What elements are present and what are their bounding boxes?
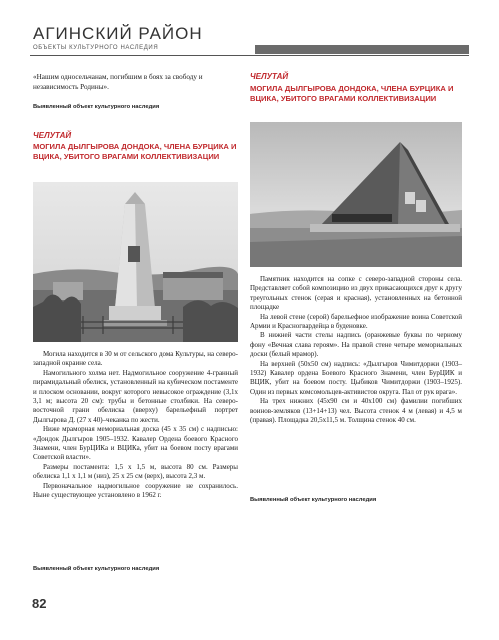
page-number: 82	[32, 596, 47, 611]
paragraph: Памятник находится на сопке с северо-западной стороны села. Представляет собой композицию из двух прикасающихся друг к другу треугольных стенок (серая и красная), установленных на бетонной площадке	[250, 275, 462, 312]
district-title: АГИНСКИЙ РАЙОН	[33, 24, 203, 43]
paragraph: Намогильного холма нет. Надмогильное сооружение 4-гранный пирамидальный обелиск, установленный на кубическом постаменте и плоском основании, вокруг которого невысокое ограждение (3,1х 3,1 м; высота 20 см): трубы и бетонные столбики. На северо-восточной грани обелиска (вверху) барельефный портрет Дылгырова Д. (27 х 40)–чеканка по жести.	[33, 368, 238, 424]
paragraph: Могила находится в 30 м от сельского дома Культуры, на северо-западной окраине села.	[33, 350, 238, 368]
object-heading-right: МОГИЛА ДЫЛГЫРОВА ДОНДОКА, ЧЛЕНА БУРЦИКА И ВЦИКА, УБИТОГО ВРАГАМИ КОЛЛЕКТИВИЗАЦИИ	[250, 84, 454, 103]
monument-photo-image	[250, 122, 462, 267]
location-label-right: ЧЕЛУТАЙ	[250, 72, 289, 81]
section-subtitle: ОБЪЕКТЫ КУЛЬТУРНОГО НАСЛЕДИЯ	[33, 45, 159, 51]
paragraph: На верхней (50х50 см) надпись: «Дылгыров Чимитдоржи (1903–1932) Кавалер ордена Боевого Красного Знамени, член БурЦИК и ВЦИК, убит на боевом посту. Цыбиков Чимитдоржи (1903–1925). Один из первых комсомольцев-активистов округа. Пал от рук врага».	[250, 359, 462, 396]
header-bar	[255, 45, 469, 54]
obelisk-photo-image	[33, 182, 238, 342]
status-label-right: Выявленный объект культурного наследия	[250, 497, 377, 503]
status-label-bottom-left: Выявленный объект культурного наследия	[33, 566, 160, 572]
location-label-left: ЧЕЛУТАЙ	[33, 131, 72, 140]
paragraph: На трех нижних (45х90 см и 40х100 см) фамилии погибших воинов-земляков (13+14+13) чел. Высота стенок 4 м (левая) и 4,5 м (правая). Площадка 20,5х11,5 м. Толщина стенок 40 см.	[250, 397, 462, 425]
paragraph: На левой стене (серой) барельефное изображение воина Советской Армии и Красногвардейца в буденовке.	[250, 312, 462, 331]
description-right	[250, 275, 462, 426]
paragraph: В нижней части стелы надпись (оранжевые буквы по черному фону «Вечная слава героям». На правой стене четыре мемориальных доски (белый мрамор).	[250, 331, 462, 359]
object-heading-left: МОГИЛА ДЫЛГЫРОВА ДОНДОКА, ЧЛЕНА БУРЦИКА И ВЦИКА, УБИТОГО ВРАГАМИ КОЛЛЕКТИВИЗАЦИИ	[33, 142, 237, 161]
page-header	[0, 0, 499, 58]
paragraph: Первоначальное надмогильное сооружение не сохранилось. Ныне существующее установлено в 1962 г.	[33, 481, 238, 500]
description-left	[33, 350, 238, 501]
paragraph: Ниже мраморная мемориальная доска (45 х 35 см) с надписью: «Дондок Дылгыров 1905–1932. Кавалер Ордена боевого Красного Знамени, член БурЦИКа и ВЦИКа, убит на боевом посту врагами Советской власти».	[33, 425, 238, 462]
status-label-top: Выявленный объект культурного наследия	[33, 104, 160, 110]
paragraph: Размеры постамента: 1,5 х 1,5 м, высота 80 см. Размеры обелиска 1,1 х 1,1 м (низ), 25 х 25 см (верх), высота 2,3 м.	[33, 462, 238, 481]
header-rule	[30, 55, 469, 56]
obelisk-photo	[33, 182, 238, 342]
monument-photo	[250, 122, 462, 267]
inscription-quote: «Нашим односельчанам, погибшим в боях за свободу и независимость Родины».	[33, 73, 203, 91]
